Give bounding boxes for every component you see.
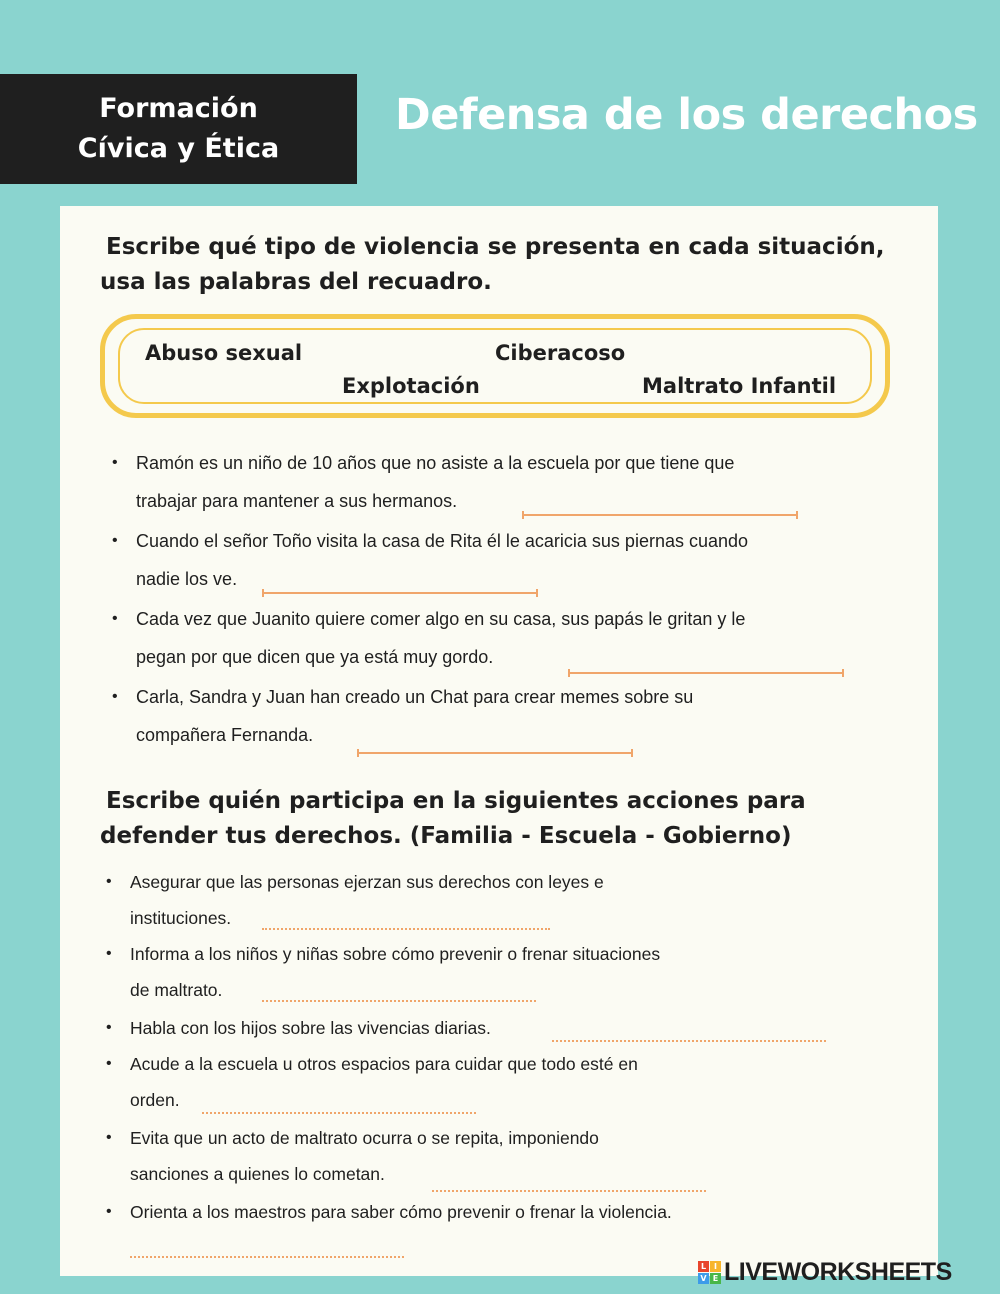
item-text-line1: Cuando el señor Toño visita la casa de Rita él le acaricia sus piernas cuando: [136, 531, 749, 551]
item-text-line1: Ramón es un niño de 10 años que no asiste a la escuela por que tiene que: [136, 453, 735, 473]
answer-field-4[interactable]: [357, 752, 633, 754]
item-text-line1: Evita que un acto de maltrato ocurra o se repita, imponiendo: [130, 1128, 599, 1148]
subject-banner: [0, 74, 357, 184]
logo-letter: L: [698, 1261, 709, 1272]
worksheet-sheet: [60, 206, 938, 1276]
answer-field-1[interactable]: [522, 514, 798, 516]
logo-letter: V: [698, 1273, 709, 1284]
item-text-line2: nadie los ve.: [136, 569, 238, 589]
answer-field-5[interactable]: [262, 928, 550, 930]
liveworksheets-logo: [698, 1258, 952, 1287]
word-maltrato-infantil: Maltrato Infantil: [642, 374, 837, 398]
item-text-line1: Habla con los hijos sobre las vivencias diarias.: [130, 1018, 491, 1038]
answer-field-7[interactable]: [552, 1040, 826, 1042]
item-text-line2: trabajar para mantener a sus hermanos.: [136, 491, 458, 511]
subject-line-2: Cívica y Ética: [77, 133, 280, 164]
item-text-line1: Acude a la escuela u otros espacios para cuidar que todo esté en: [130, 1054, 638, 1074]
logo-letter: I: [710, 1261, 721, 1272]
bullet-icon: •: [112, 454, 118, 471]
section2-heading: [100, 784, 806, 854]
word-ciberacoso: Ciberacoso: [495, 341, 626, 365]
word-abuso-sexual: Abuso sexual: [145, 341, 303, 365]
word-bank-box: [100, 314, 890, 418]
bullet-icon: •: [112, 532, 118, 549]
answer-field-8[interactable]: [202, 1112, 476, 1114]
item-text-line2: instituciones.: [130, 908, 232, 928]
section1-heading: [100, 230, 885, 300]
item-text-line2: de maltrato.: [130, 980, 223, 1000]
answer-field-3[interactable]: [568, 672, 844, 674]
logo-letter: E: [710, 1273, 721, 1284]
brand-name: LIVEWORKSHEETS: [724, 1258, 952, 1286]
word-explotacion: Explotación: [342, 374, 480, 398]
section1-heading-line1: Escribe qué tipo de violencia se presenta en cada situación,: [106, 234, 885, 260]
answer-field-2[interactable]: [262, 592, 538, 594]
item-text-line1: Asegurar que las personas ejerzan sus derechos con leyes e: [130, 872, 604, 892]
section2-heading-line1: Escribe quién participa en la siguientes acciones para: [106, 788, 806, 814]
answer-field-10[interactable]: [130, 1256, 404, 1258]
bullet-icon: •: [106, 1019, 112, 1036]
section2-heading-line2: defender tus derechos. (Familia - Escuela - Gobierno): [100, 823, 792, 849]
bullet-icon: •: [106, 945, 112, 962]
bullet-icon: •: [106, 1055, 112, 1072]
bullet-icon: •: [106, 873, 112, 890]
section1-heading-line2: usa las palabras del recuadro.: [100, 269, 492, 295]
bullet-icon: •: [106, 1203, 112, 1220]
answer-field-6[interactable]: [262, 1000, 536, 1002]
item-text-line2: sanciones a quienes lo cometan.: [130, 1164, 385, 1184]
item-text-line2: pegan por que dicen que ya está muy gordo.: [136, 647, 494, 667]
bullet-icon: •: [106, 1129, 112, 1146]
subject-line-1: Formación: [99, 93, 258, 124]
item-text-line1: Carla, Sandra y Juan han creado un Chat para crear memes sobre su: [136, 687, 694, 707]
item-text-line1: Informa a los niños y niñas sobre cómo prevenir o frenar situaciones: [130, 944, 661, 964]
bullet-icon: •: [112, 688, 118, 705]
item-text-line2: orden.: [130, 1090, 180, 1110]
item-text-line2: compañera Fernanda.: [136, 725, 314, 745]
item-text-line1: Cada vez que Juanito quiere comer algo en su casa, sus papás le gritan y le: [136, 609, 746, 629]
logo-cube-icon: [698, 1261, 721, 1284]
item-text-line1: Orienta a los maestros para saber cómo prevenir o frenar la violencia.: [130, 1202, 672, 1222]
answer-field-9[interactable]: [432, 1190, 706, 1192]
bullet-icon: •: [112, 610, 118, 627]
page-title: Defensa de los derechos: [395, 90, 978, 140]
